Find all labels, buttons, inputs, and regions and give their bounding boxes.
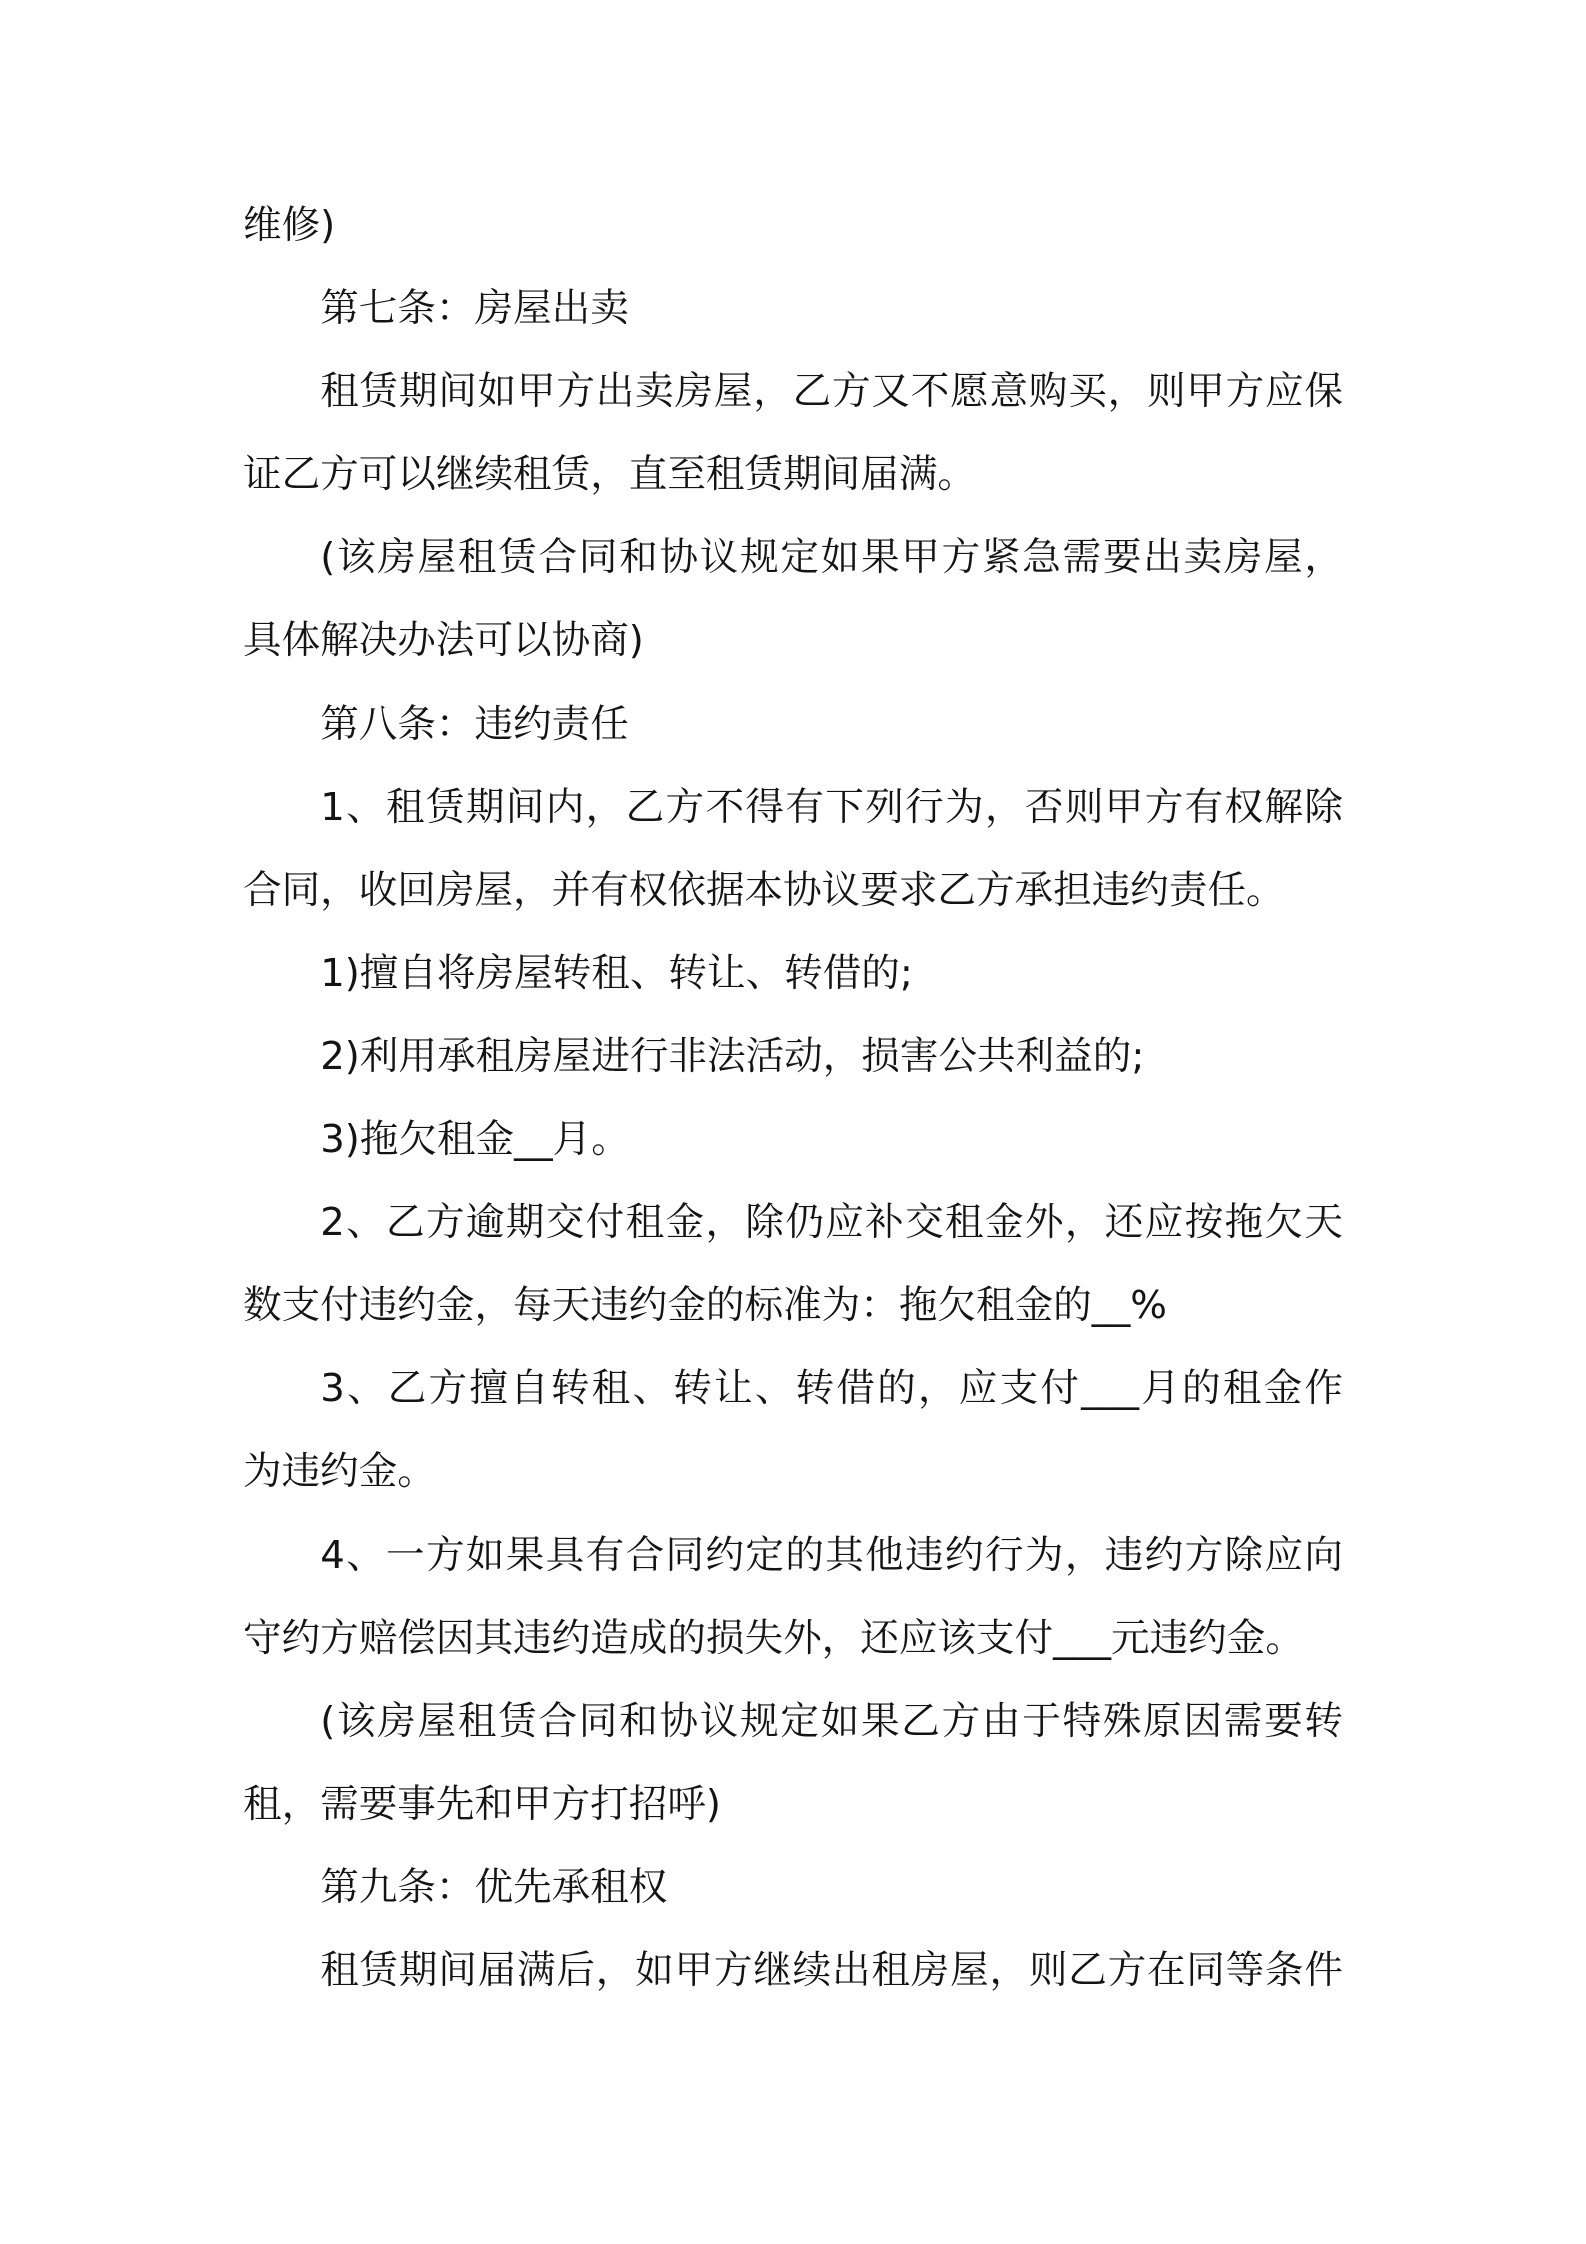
paragraph-continuation: [243, 184, 1343, 267]
paragraph-line: 守约方赔偿因其违约造成的损失外，还应该支付___元违约金。: [243, 1615, 1304, 1661]
list-item: [243, 932, 1343, 1015]
article-heading-line: 第七条：房屋出卖: [320, 286, 629, 332]
document-body: [243, 184, 1343, 2012]
paragraph-line: (该房屋租赁合同和协议规定如果甲方紧急需要出卖房屋，: [320, 535, 1343, 581]
article-heading-9: [243, 1846, 1343, 1929]
paragraph-line: 为违约金。: [243, 1449, 436, 1495]
paragraph-line: 具体解决办法可以协商): [243, 618, 644, 664]
paragraph-line: 1)擅自将房屋转租、转让、转借的;: [320, 950, 913, 996]
paragraph-line: 数支付违约金，每天违约金的标准为：拖欠租金的__%: [243, 1283, 1167, 1329]
paragraph-line: 3)拖欠租金__月。: [320, 1117, 630, 1163]
paragraph-line: 1、租赁期间内，乙方不得有下列行为，否则甲方有权解除: [320, 784, 1343, 830]
list-item: [243, 1098, 1343, 1181]
article-heading-8: [243, 683, 1343, 766]
paragraph-line: (该房屋租赁合同和协议规定如果乙方由于特殊原因需要转: [320, 1698, 1343, 1744]
paragraph: [243, 1347, 1343, 1513]
paragraph: [243, 766, 1343, 932]
paragraph-line: 租赁期间如甲方出卖房屋，乙方又不愿意购买，则甲方应保: [320, 369, 1343, 415]
paragraph: [243, 1181, 1343, 1347]
article-heading-line: 第八条：违约责任: [320, 701, 629, 747]
article-heading-7: [243, 267, 1343, 350]
paragraph: [243, 1929, 1343, 2012]
paragraph-note: [243, 1680, 1343, 1846]
paragraph-line: 2)利用承租房屋进行非法活动，损害公共利益的;: [320, 1033, 1145, 1079]
paragraph: [243, 1514, 1343, 1680]
paragraph-line: 维修): [243, 203, 336, 248]
paragraph-line: 2、乙方逾期交付租金，除仍应补交租金外，还应按拖欠天: [320, 1200, 1343, 1246]
paragraph-line: 3、乙方擅自转租、转让、转借的，应支付___月的租金作: [320, 1366, 1343, 1412]
paragraph-line: 4、一方如果具有合同约定的其他违约行为，违约方除应向: [320, 1532, 1343, 1578]
paragraph-line: 合同，收回房屋，并有权依据本协议要求乙方承担违约责任。: [243, 867, 1285, 913]
article-heading-line: 第九条：优先承租权: [320, 1864, 668, 1910]
paragraph-line: 租，需要事先和甲方打招呼): [243, 1781, 721, 1827]
paragraph: [243, 350, 1343, 516]
paragraph-line: 证乙方可以继续租赁，直至租赁期间届满。: [243, 452, 976, 498]
paragraph-note: [243, 516, 1343, 682]
paragraph-line: 租赁期间届满后，如甲方继续出租房屋，则乙方在同等条件: [320, 1947, 1343, 1993]
list-item: [243, 1015, 1343, 1098]
